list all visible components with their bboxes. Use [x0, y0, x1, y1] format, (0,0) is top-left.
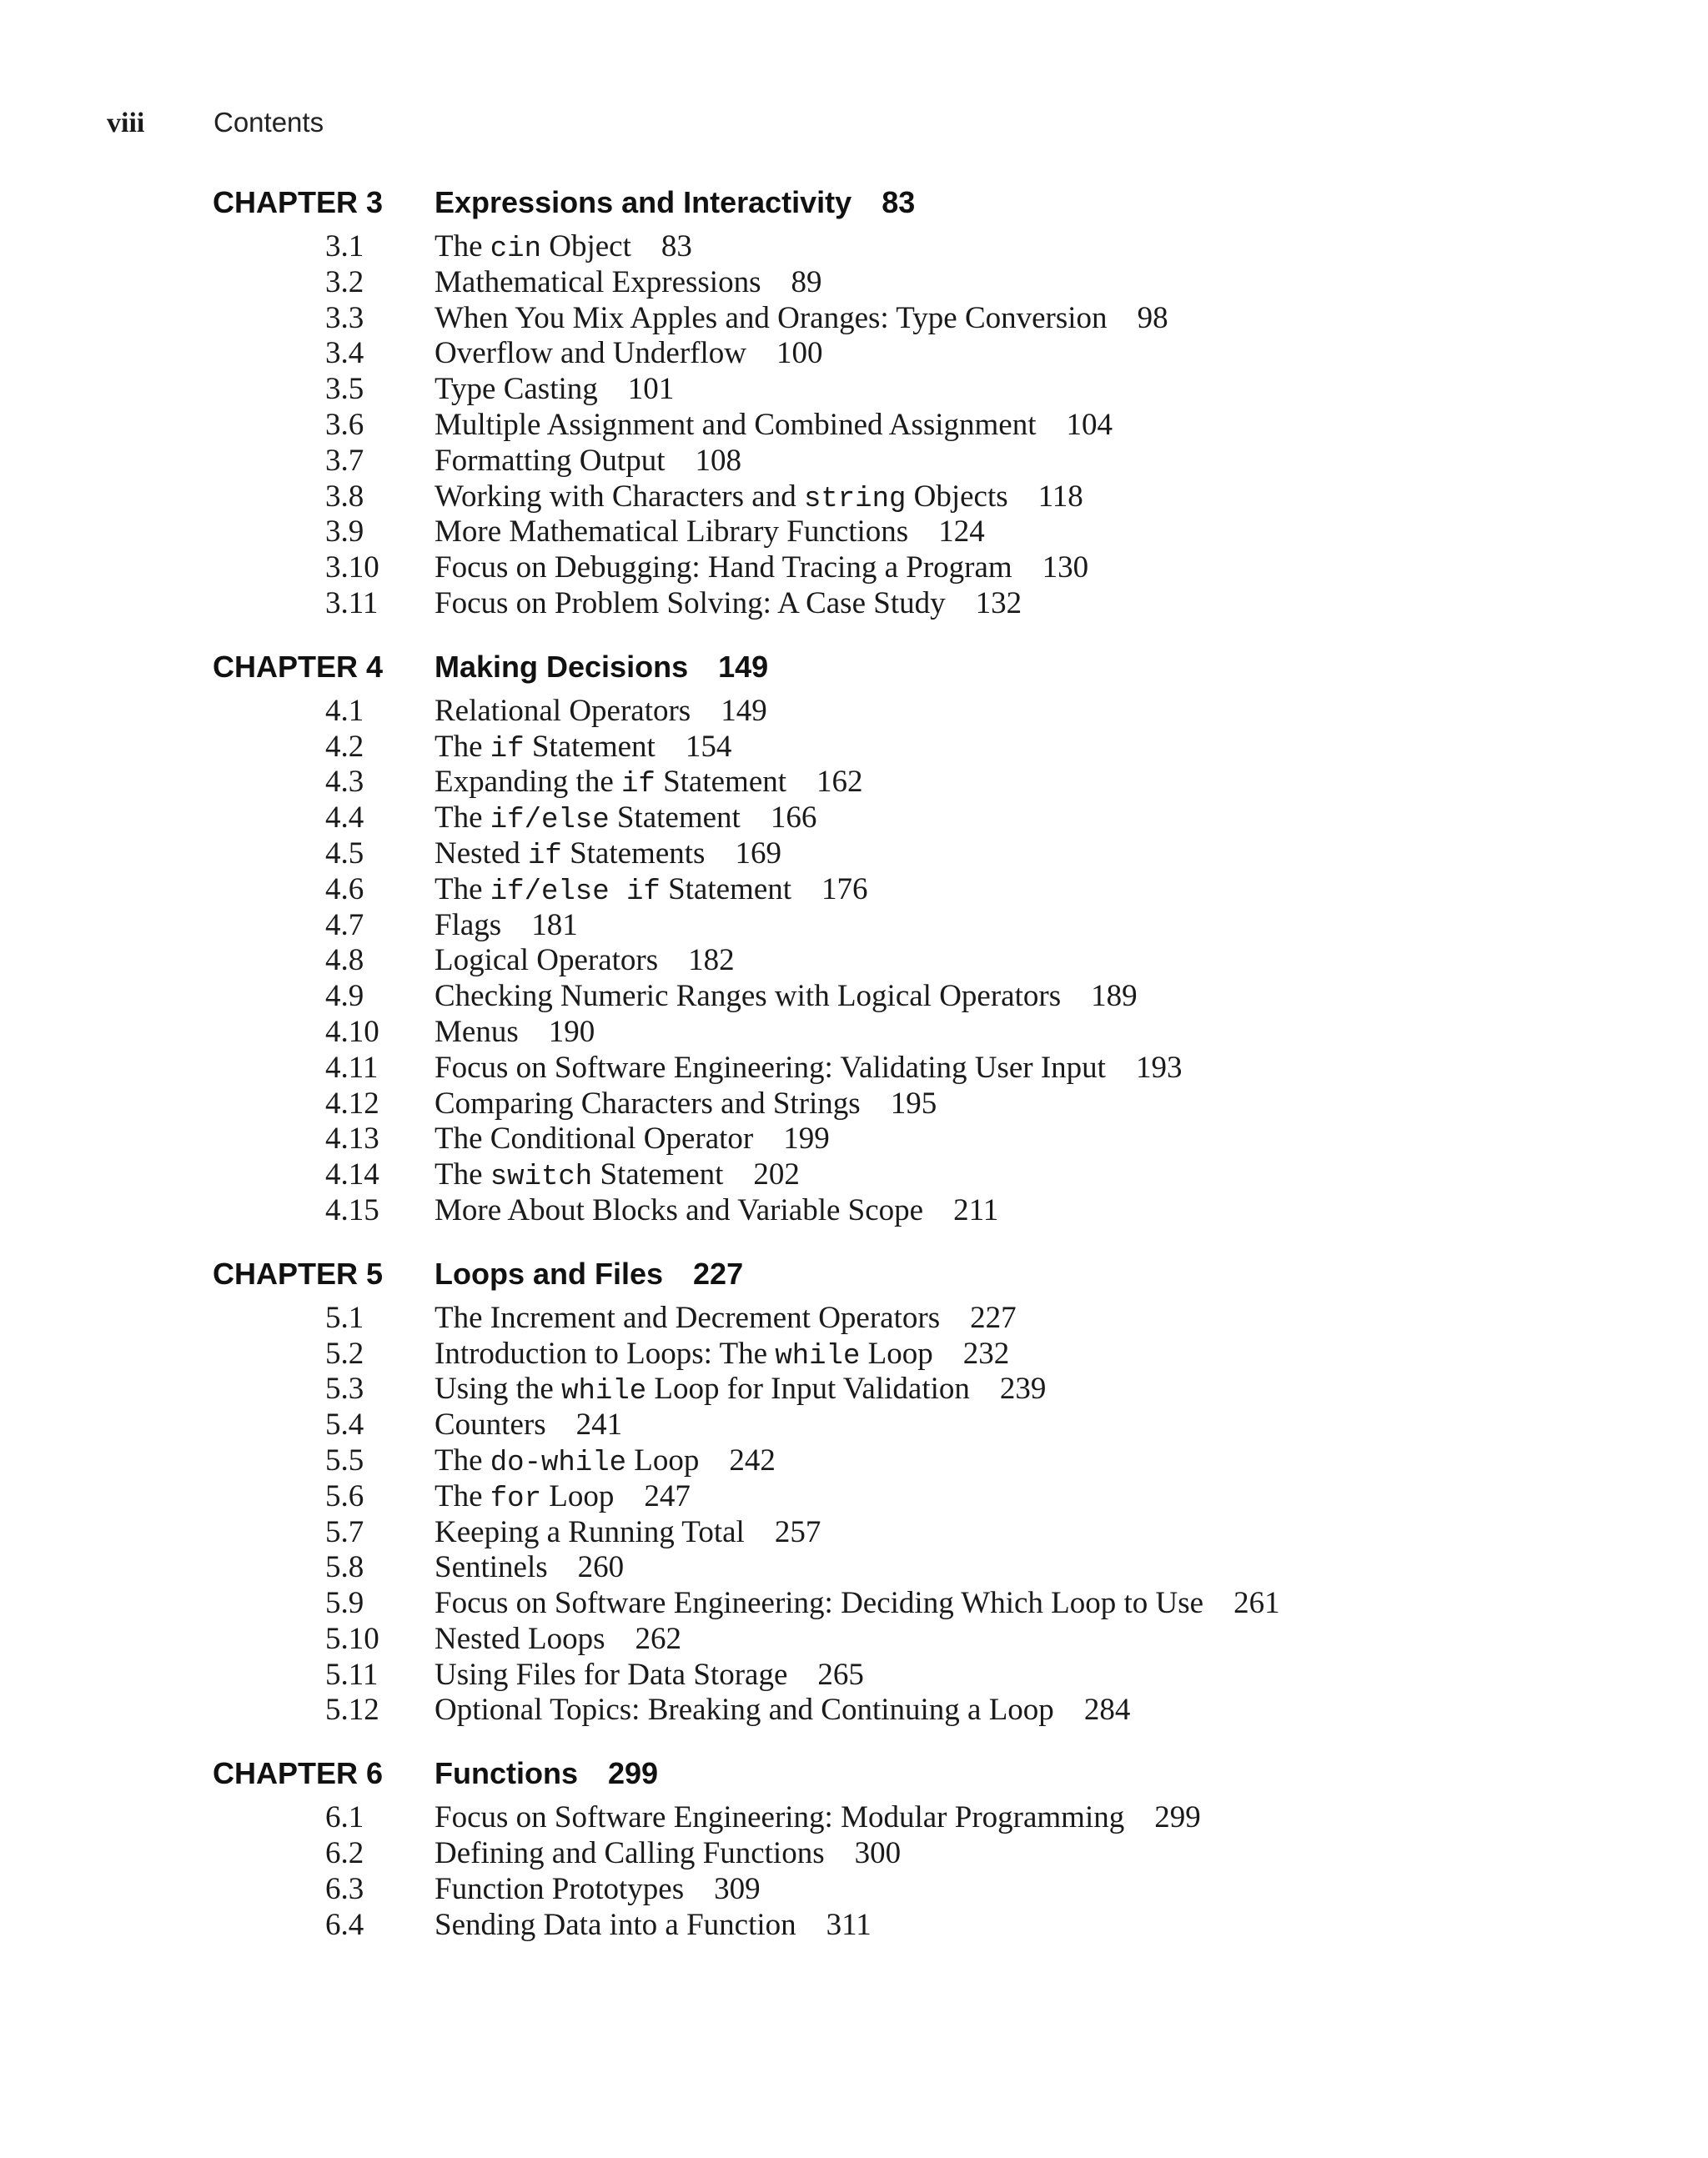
section-title: Working with Characters and string Objects [435, 479, 1008, 515]
section-page: 265 [817, 1657, 864, 1692]
chapter-label: CHAPTER 5 [213, 1256, 384, 1291]
toc-entry [213, 1799, 1630, 1835]
section-page: 89 [791, 264, 822, 299]
code-keyword: if/else [490, 805, 610, 837]
section-number: 4.5 [325, 836, 364, 871]
section-title: Nested if Statements [435, 836, 706, 872]
code-keyword: while [561, 1376, 647, 1408]
section-number: 3.6 [325, 407, 364, 442]
section-page: 211 [953, 1192, 999, 1227]
section-page: 202 [753, 1157, 800, 1192]
section-number: 3.9 [325, 514, 364, 550]
section-title: Checking Numeric Ranges with Logical Operators [435, 979, 1062, 1014]
toc-entry [213, 300, 1630, 336]
toc-entry [213, 1478, 1630, 1514]
section-title: Focus on Debugging: Hand Tracing a Program [435, 550, 1012, 585]
section-number: 5.6 [325, 1478, 364, 1513]
section-title: Keeping a Running Total [435, 1514, 745, 1549]
toc-entry [213, 693, 1630, 729]
running-head-title: Contents [214, 107, 324, 138]
chapter-title: Loops and Files [435, 1256, 664, 1291]
toc-entry [213, 585, 1630, 621]
section-title: The if/else Statement [435, 800, 741, 837]
chapter-block [213, 185, 1630, 621]
code-keyword: string [803, 483, 907, 515]
toc-entry [213, 1014, 1630, 1050]
section-page: 309 [714, 1871, 761, 1906]
section-title: Using Files for Data Storage [435, 1657, 788, 1692]
chapter-page: 227 [693, 1256, 744, 1291]
code-keyword: if [621, 769, 656, 801]
chapter-heading [213, 185, 1630, 228]
code-keyword: if/else if [490, 876, 661, 908]
section-title: Sentinels [435, 1550, 548, 1585]
section-title: The Conditional Operator [435, 1122, 754, 1157]
toc-entry [213, 836, 1630, 871]
toc-entry [213, 1050, 1630, 1086]
section-number: 4.2 [325, 729, 364, 764]
section-title: The for Loop [435, 1478, 615, 1515]
code-keyword: if [528, 840, 562, 872]
chapter-page: 149 [718, 649, 769, 684]
section-page: 262 [635, 1621, 681, 1656]
section-page: 166 [770, 800, 817, 836]
chapter-label: CHAPTER 4 [213, 649, 384, 684]
section-number: 4.8 [325, 943, 364, 978]
section-page: 195 [890, 1086, 937, 1121]
section-page: 241 [575, 1408, 623, 1443]
chapter-heading [213, 1756, 1630, 1799]
section-number: 3.4 [325, 336, 364, 371]
section-number: 4.12 [325, 1086, 379, 1121]
section-page: 108 [695, 443, 741, 478]
code-keyword: do-while [490, 1447, 627, 1479]
toc-entry [213, 871, 1630, 907]
toc-entry [213, 942, 1630, 978]
section-page: 311 [826, 1907, 872, 1942]
toc-entry [213, 1371, 1630, 1407]
section-page: 257 [774, 1514, 821, 1549]
section-title: When You Mix Apples and Oranges: Type Conversion [435, 300, 1108, 335]
toc-entry [213, 1907, 1630, 1943]
section-title: Optional Topics: Breaking and Continuing a Loop [435, 1693, 1054, 1728]
section-page: 260 [577, 1550, 625, 1585]
toc-entry [213, 978, 1630, 1014]
toc-entry [213, 335, 1630, 371]
toc-entry [213, 1121, 1630, 1157]
code-keyword: while [775, 1340, 861, 1373]
toc-entry [213, 907, 1630, 943]
toc-entry [213, 1336, 1630, 1372]
chapter-block [213, 650, 1630, 1228]
code-keyword: for [490, 1483, 541, 1515]
section-page: 83 [661, 229, 692, 263]
section-number: 6.2 [325, 1836, 364, 1871]
section-page: 261 [1233, 1586, 1280, 1621]
toc-entry [213, 1549, 1630, 1585]
toc-entry [213, 1514, 1630, 1550]
chapter-title: Making Decisions [435, 649, 689, 684]
section-number: 3.11 [325, 585, 379, 620]
toc-entry [213, 514, 1630, 550]
section-title: Sending Data into a Function [435, 1907, 796, 1942]
chapter-heading [213, 1257, 1630, 1300]
section-page: 169 [735, 836, 781, 871]
toc-entry [213, 1692, 1630, 1728]
section-title: The Increment and Decrement Operators [435, 1300, 941, 1335]
section-title: The if Statement [435, 729, 656, 765]
section-number: 5.2 [325, 1336, 364, 1371]
running-head [107, 107, 324, 139]
chapter-title: Functions [435, 1756, 578, 1791]
section-number: 4.9 [325, 979, 364, 1014]
toc-entry [213, 764, 1630, 800]
code-keyword: if [490, 733, 525, 765]
section-number: 5.4 [325, 1408, 364, 1443]
section-title: The cin Object [435, 229, 631, 265]
section-number: 5.1 [325, 1300, 364, 1335]
section-title: Relational Operators [435, 693, 691, 728]
section-title: More Mathematical Library Functions [435, 514, 909, 550]
section-page: 149 [721, 693, 767, 728]
toc-entry [213, 729, 1630, 765]
section-page: 162 [816, 765, 863, 800]
section-title: Introduction to Loops: The while Loop [435, 1336, 933, 1373]
section-title: Focus on Software Engineering: Deciding Which Loop to Use [435, 1586, 1204, 1621]
chapter-title: Expressions and Interactivity [435, 185, 852, 219]
toc-entry [213, 407, 1630, 443]
section-title: Type Casting [435, 372, 598, 407]
toc-entry [213, 1835, 1630, 1871]
section-title: Counters [435, 1408, 546, 1443]
section-number: 4.15 [325, 1192, 379, 1227]
toc-entry [213, 1657, 1630, 1693]
toc-entry [213, 800, 1630, 836]
section-number: 5.8 [325, 1550, 364, 1585]
section-title: Mathematical Expressions [435, 264, 761, 299]
section-number: 5.5 [325, 1443, 364, 1478]
section-number: 5.10 [325, 1621, 379, 1656]
section-number: 3.8 [325, 479, 364, 514]
chapter-block [213, 1756, 1630, 1942]
section-page: 242 [729, 1443, 776, 1478]
section-title: Multiple Assignment and Combined Assignment [435, 407, 1037, 442]
section-page: 284 [1083, 1693, 1131, 1728]
section-number: 4.7 [325, 907, 364, 942]
section-title: Nested Loops [435, 1621, 605, 1656]
section-number: 3.10 [325, 550, 379, 585]
toc-entry [213, 1157, 1630, 1192]
section-number: 3.5 [325, 372, 364, 407]
section-title: Defining and Calling Functions [435, 1836, 825, 1871]
section-title: Focus on Software Engineering: Modular Programming [435, 1800, 1125, 1835]
section-title: Function Prototypes [435, 1871, 685, 1906]
section-title: Expanding the if Statement [435, 765, 787, 801]
section-page: 101 [627, 372, 675, 407]
toc-entry [213, 1086, 1630, 1122]
section-number: 5.11 [325, 1657, 379, 1692]
toc-entry [213, 1300, 1630, 1336]
section-title: Flags [435, 907, 502, 942]
code-keyword: cin [490, 233, 541, 265]
section-title: The if/else if Statement [435, 871, 792, 908]
chapter-page: 299 [607, 1756, 659, 1791]
section-page: 176 [821, 871, 868, 906]
section-number: 4.11 [325, 1050, 379, 1085]
section-page: 299 [1154, 1800, 1201, 1835]
toc-entry [213, 228, 1630, 264]
section-number: 5.12 [325, 1693, 379, 1728]
toc-entry [213, 264, 1630, 300]
section-page: 104 [1066, 407, 1113, 442]
chapter-page: 83 [882, 185, 916, 219]
toc-entry [213, 1621, 1630, 1657]
section-title: Menus [435, 1014, 519, 1049]
section-page: 239 [999, 1372, 1047, 1407]
toc-entry [213, 1443, 1630, 1478]
section-title: Focus on Problem Solving: A Case Study [435, 585, 946, 620]
section-page: 181 [531, 907, 578, 942]
section-number: 5.3 [325, 1372, 364, 1407]
section-title: Focus on Software Engineering: Validating User Input [435, 1050, 1106, 1085]
section-page: 232 [962, 1336, 1010, 1371]
section-number: 5.9 [325, 1586, 364, 1621]
section-number: 4.6 [325, 871, 364, 906]
section-page: 100 [776, 336, 823, 371]
section-number: 4.1 [325, 693, 364, 728]
section-title: More About Blocks and Variable Scope [435, 1192, 924, 1227]
section-number: 3.7 [325, 443, 364, 478]
toc-entry [213, 443, 1630, 479]
section-page: 124 [938, 514, 985, 550]
section-title: Comparing Characters and Strings [435, 1086, 861, 1121]
chapter-block [213, 1257, 1630, 1729]
section-number: 4.14 [325, 1157, 379, 1192]
section-page: 190 [548, 1014, 595, 1049]
section-title: Formatting Output [435, 443, 666, 478]
section-number: 3.3 [325, 300, 364, 335]
toc-entry [213, 371, 1630, 407]
section-page: 182 [688, 943, 735, 978]
section-title: The do-while Loop [435, 1443, 700, 1479]
section-number: 3.2 [325, 264, 364, 299]
section-page: 199 [783, 1122, 830, 1157]
section-number: 4.13 [325, 1122, 379, 1157]
section-title: Using the while Loop for Input Validation [435, 1372, 970, 1408]
section-page: 227 [970, 1300, 1017, 1335]
section-number: 5.7 [325, 1514, 364, 1549]
section-number: 4.3 [325, 765, 364, 800]
section-number: 6.4 [325, 1907, 364, 1942]
table-of-contents [213, 185, 1630, 1970]
chapter-label: CHAPTER 6 [213, 1756, 384, 1791]
toc-entry [213, 1871, 1630, 1907]
section-page: 132 [975, 585, 1022, 620]
section-title: Logical Operators [435, 943, 659, 978]
page-number: viii [107, 108, 145, 138]
section-number: 6.3 [325, 1871, 364, 1906]
section-page: 130 [1042, 550, 1089, 585]
section-page: 98 [1137, 300, 1168, 335]
chapter-heading [213, 650, 1630, 693]
toc-entry [213, 479, 1630, 514]
toc-entry [213, 550, 1630, 585]
section-title: The switch Statement [435, 1157, 724, 1194]
section-page: 300 [854, 1836, 902, 1871]
chapter-label: CHAPTER 3 [213, 185, 384, 219]
toc-entry [213, 1192, 1630, 1228]
section-number: 3.1 [325, 229, 364, 263]
section-number: 4.4 [325, 800, 364, 836]
section-page: 247 [644, 1478, 691, 1513]
section-page: 193 [1135, 1050, 1183, 1085]
toc-entry [213, 1407, 1630, 1443]
section-page: 118 [1037, 479, 1083, 514]
section-number: 6.1 [325, 1800, 364, 1835]
section-number: 4.10 [325, 1014, 379, 1049]
section-title: Overflow and Underflow [435, 336, 746, 371]
toc-entry [213, 1585, 1630, 1621]
section-page: 189 [1091, 979, 1138, 1014]
code-keyword: switch [490, 1162, 593, 1194]
section-page: 154 [685, 729, 732, 764]
